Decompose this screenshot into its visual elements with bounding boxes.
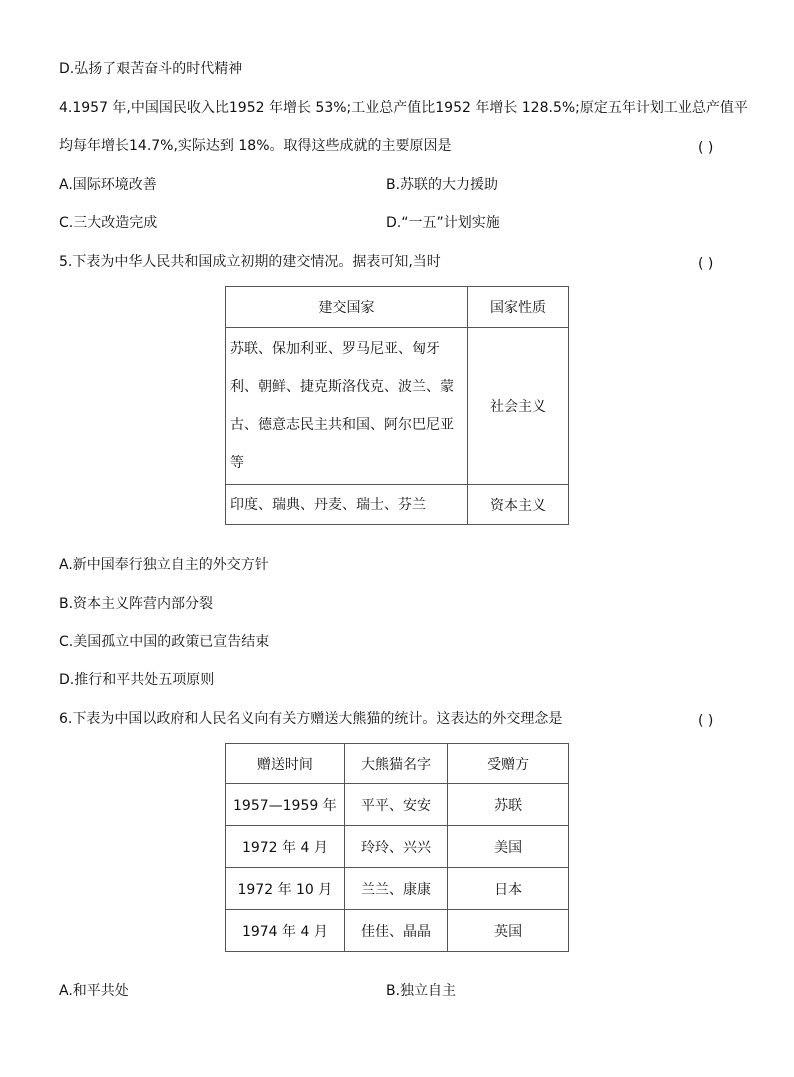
q5-diplomacy-table xyxy=(225,286,569,525)
q5-table-nature-socialist: 社会主义 xyxy=(468,328,569,485)
q5-stem: 5.下表为中华人民共和国成立初期的建交情况。据表可知,当时 xyxy=(59,254,441,270)
q5-option-b: B.资本主义阵营内部分裂 xyxy=(59,596,214,612)
q5-answer-paren[interactable]: ( ) xyxy=(698,256,714,272)
q5-option-d: D.推行和平共处五项原则 xyxy=(59,672,215,688)
q4-stem-line1: 4.1957 年,中国国民收入比1952 年增长 53%;工业总产值比1952 年增长 128.5%;原定五年计划工业总产值平 xyxy=(59,100,748,116)
q6-table-header-time: 赠送时间 xyxy=(226,744,345,784)
q6-option-a: A.和平共处 xyxy=(59,983,129,999)
q4-option-c: C.三大改造完成 xyxy=(59,215,158,231)
q6-stem: 6.下表为中国以政府和人民名义向有关方赠送大熊猫的统计。这表达的外交理念是 xyxy=(59,711,563,727)
q5-option-c: C.美国孤立中国的政策已宣告结束 xyxy=(59,634,270,650)
table-row xyxy=(226,485,569,525)
q6-cell-time: 1974 年 4 月 xyxy=(226,910,345,952)
q6-cell-time: 1972 年 4 月 xyxy=(226,826,345,868)
q6-cell-names: 佳佳、晶晶 xyxy=(344,910,447,952)
q6-table-header-row xyxy=(226,744,569,784)
q6-table-header-recipient: 受赠方 xyxy=(448,744,569,784)
q5-table-countries-socialist: 苏联、保加利亚、罗马尼亚、匈牙利、朝鲜、捷克斯洛伐克、波兰、蒙古、德意志民主共和国、阿尔巴尼亚等 xyxy=(226,328,468,485)
q3-option-d: D.弘扬了艰苦奋斗的时代精神 xyxy=(59,61,243,77)
q6-cell-recipient: 日本 xyxy=(448,868,569,910)
q5-table-header-countries: 建交国家 xyxy=(226,287,468,328)
q6-answer-paren[interactable]: ( ) xyxy=(698,713,714,729)
q5-table-countries-capitalist: 印度、瑞典、丹麦、瑞士、芬兰 xyxy=(226,485,468,525)
q6-cell-names: 兰兰、康康 xyxy=(344,868,447,910)
table-row xyxy=(226,826,569,868)
q5-table-header-nature: 国家性质 xyxy=(468,287,569,328)
q4-option-d: D.“一五”计划实施 xyxy=(386,215,500,231)
q6-cell-recipient: 美国 xyxy=(448,826,569,868)
q5-option-a: A.新中国奉行独立自主的外交方针 xyxy=(59,557,269,573)
q4-option-a: A.国际环境改善 xyxy=(59,177,157,193)
q5-table-header-row xyxy=(226,287,569,328)
table-row xyxy=(226,910,569,952)
q6-cell-time: 1972 年 10 月 xyxy=(226,868,345,910)
q6-cell-recipient: 苏联 xyxy=(448,784,569,826)
q6-table-header-panda-names: 大熊猫名字 xyxy=(344,744,447,784)
table-row xyxy=(226,328,569,485)
q5-table-nature-capitalist: 资本主义 xyxy=(468,485,569,525)
q6-option-b: B.独立自主 xyxy=(386,983,457,999)
q6-cell-names: 平平、安安 xyxy=(344,784,447,826)
table-row xyxy=(226,868,569,910)
q6-cell-time: 1957—1959 年 xyxy=(226,784,345,826)
q6-cell-recipient: 英国 xyxy=(448,910,569,952)
q4-stem-line2: 均每年增长14.7%,实际达到 18%。取得这些成就的主要原因是 xyxy=(59,138,452,154)
table-row xyxy=(226,784,569,826)
q6-panda-table xyxy=(225,743,569,952)
q6-cell-names: 玲玲、兴兴 xyxy=(344,826,447,868)
q4-answer-paren[interactable]: ( ) xyxy=(698,140,714,156)
q4-option-b: B.苏联的大力援助 xyxy=(386,177,499,193)
